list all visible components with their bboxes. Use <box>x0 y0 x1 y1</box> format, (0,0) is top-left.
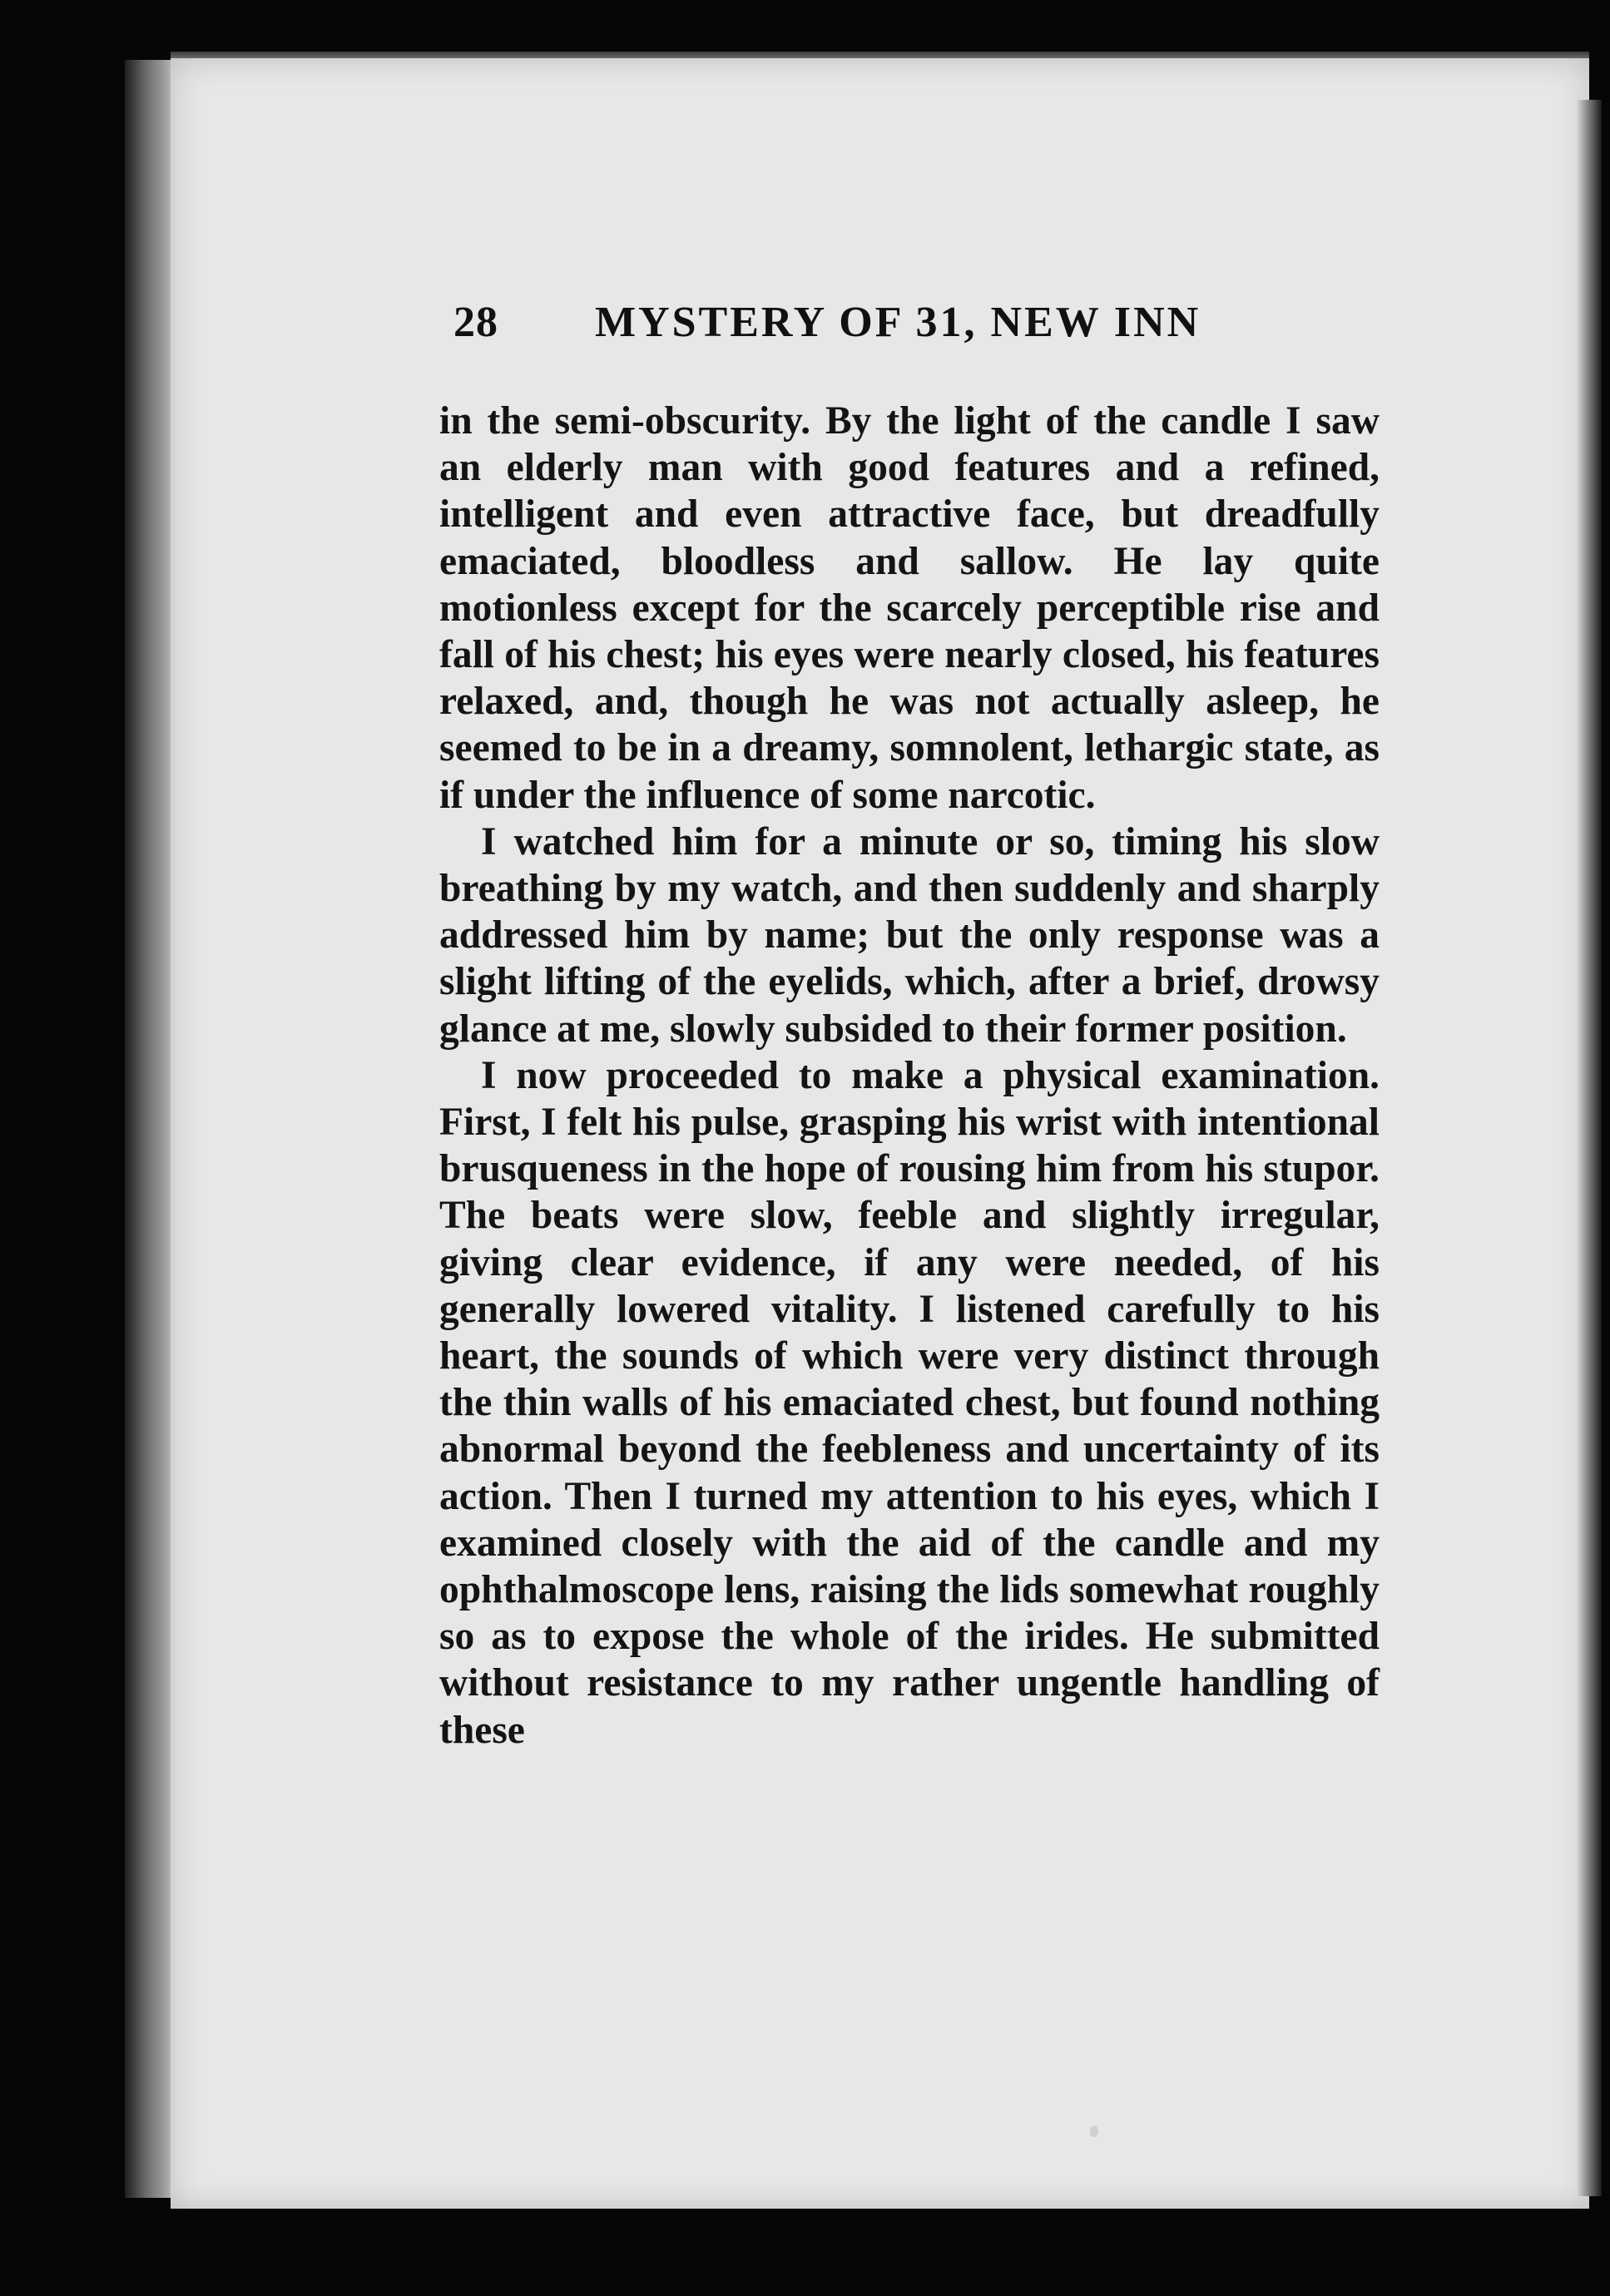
page-number: 28 <box>453 299 498 346</box>
book-binding-edge <box>125 60 176 2198</box>
page-right-edge <box>1577 100 1602 2196</box>
body-text <box>439 398 1380 1754</box>
paper-speck <box>1090 2125 1098 2137</box>
running-header <box>453 298 1286 364</box>
running-title: MYSTERY OF 31, NEW INN <box>595 299 1201 346</box>
paragraph-1: in the semi-obscurity. By the light of the candle I saw an elderly man with good features and a refined, intelligent and even attractive face, but dreadfully emaciated, bloodless and sallow. He lay quite motionless except for the scarcely perceptible rise and fall of his chest; his eyes were nearly closed, his features relaxed, and, though he was not actually asleep, he seemed to be in a dreamy, somnolent, lethargic state, as if under the influence of some narcotic. <box>439 399 1380 817</box>
paragraph-2: I watched him for a minute or so, timing his slow breathing by my watch, and then suddenly and sharply addressed him by name; but the only response was a slight lifting of the eyelids, which, after a brief, drowsy glance at me, slowly subsided to their former position. <box>439 819 1380 1051</box>
paragraph-3: I now proceeded to make a physical examination. First, I felt his pulse, grasping his wrist with intentional brusqueness in the hope of rousing him from his stupor. The beats were slow, feeble and slightly irregular, giving clear evidence, if any were needed, of his generally lowered vitality. I listened carefully to his heart, the sounds of which were very distinct through the thin walls of his emaciated chest, but found nothing abnormal beyond the feebleness and uncertainty of its action. Then I turned my attention to his eyes, which I examined closely with the aid of the candle and my ophthalmoscope lens, raising the lids somewhat roughly so as to expose the whole of the irides. He submitted without resistance to my rather ungentle handling of these <box>439 1053 1380 1752</box>
